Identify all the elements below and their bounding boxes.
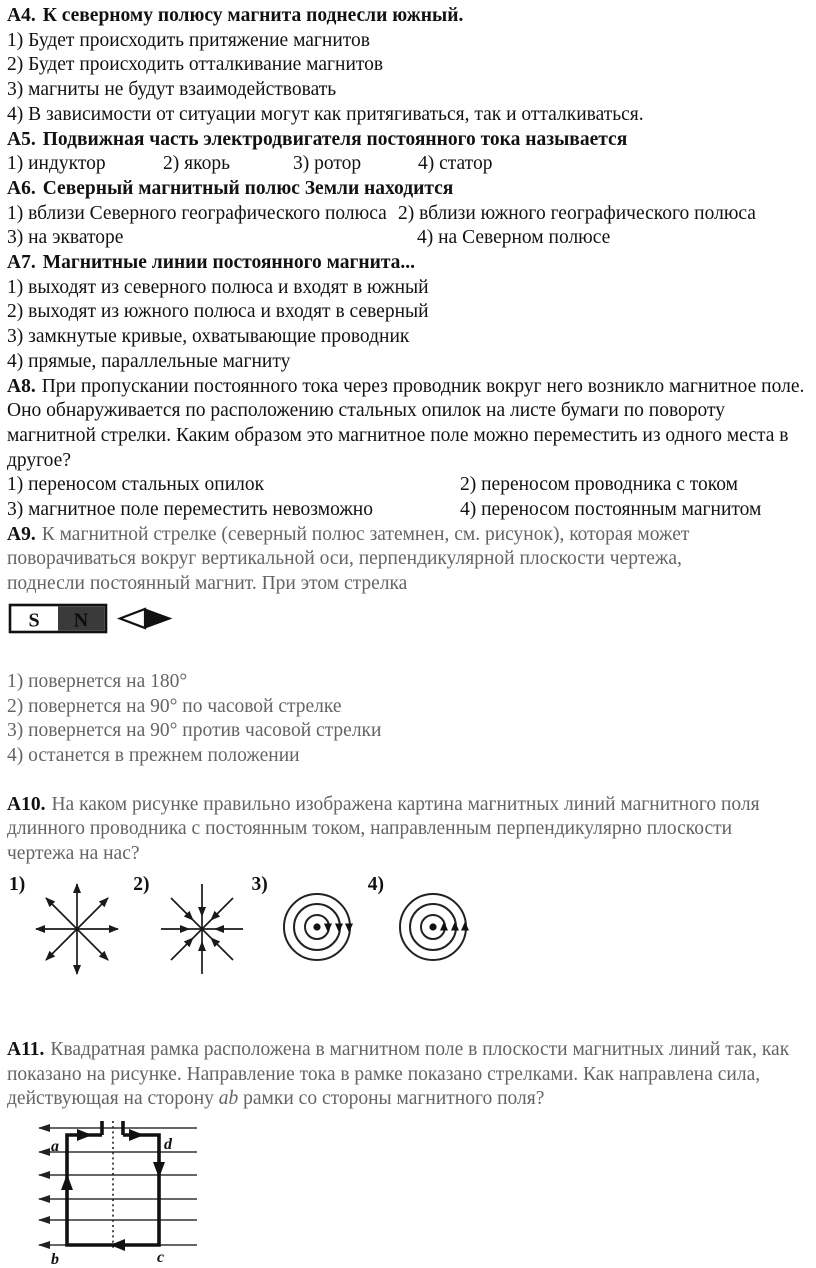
a10-diagram-4 [368, 874, 477, 971]
question-a10-id: А10. [7, 793, 46, 815]
question-a8-text [7, 375, 812, 474]
question-a6-option-1: 1) вблизи Северного географического полюса [7, 202, 387, 224]
question-a7-option-3: 3) замкнутые кривые, охватывающие проводник [7, 326, 410, 348]
question-a9-options [7, 670, 812, 769]
question-a9 [7, 523, 812, 769]
question-a5-id: А5. [7, 128, 36, 150]
counterclockwise-arrowheads [440, 921, 469, 930]
question-a4-option-3: 3) магниты не будут взаимодействовать [7, 79, 337, 101]
a10-diagram-3-circles-clockwise [273, 883, 361, 971]
question-a10-text [7, 793, 797, 867]
question-a5-options [7, 152, 812, 177]
question-a4-title [7, 4, 812, 29]
question-a7-option-2: 2) выходят из южного полюса и входят в северный [7, 301, 429, 323]
question-a8 [7, 375, 812, 523]
question-a11-text-after: рамки со стороны магнитного поля? [238, 1088, 545, 1110]
a10-diagram-4-circles-counterclockwise [389, 883, 477, 971]
corner-label-a: a [51, 1137, 59, 1155]
question-a5-option-3: 3) ротор [293, 153, 362, 175]
current-dot [429, 923, 436, 930]
a10-diagram-1-label: 1) [9, 873, 26, 895]
question-a4 [7, 4, 812, 128]
question-a7 [7, 251, 812, 375]
question-a4-option-1: 1) Будет происходить притяжение магнитов [7, 29, 371, 51]
question-a6-option-3: 3) на экваторе [7, 227, 124, 249]
question-a4-id: А4. [7, 5, 36, 26]
a10-diagram-2-label: 2) [133, 873, 150, 895]
question-a7-title [7, 251, 812, 276]
magnet-north-label: N [73, 609, 89, 632]
question-a11-id: А11. [7, 1038, 45, 1060]
a10-diagram-1 [9, 874, 125, 984]
needle-south-half [120, 609, 145, 628]
question-a4-option-2: 2) Будет происходить отталкивание магнитов [7, 54, 384, 76]
corner-label-b: b [51, 1250, 59, 1268]
radial-in-arrows [161, 884, 243, 974]
question-a4-title-text: К северному полюсу магнита поднесли южный. [42, 5, 464, 26]
question-a9-id: А9. [7, 523, 36, 545]
question-a8-id: А8. [7, 375, 36, 397]
question-a6-options-row1 [7, 202, 812, 227]
question-a9-text [7, 523, 733, 597]
question-a11-text-before: Квадратная рамка расположена в магнитном поле в плоскости магнитных линий так, как показано на рисунке. Направление тока в рамке показано стрелками. Как направлена сила, действующая на сторону [7, 1038, 790, 1110]
needle-north-half [145, 609, 171, 628]
current-dot [313, 923, 320, 930]
question-a8-text-body: При пропускании постоянного тока через проводник вокруг него возникло магнитное поле. Оно обнаруживается по расположению стальных опилок на листе бумаги по повороту магнитной стрелки. Каким образом это магнитное поле можно переместить из одного места в другое? [7, 375, 805, 471]
question-a6-id: А6. [7, 177, 36, 199]
question-a6-options-row2 [7, 226, 812, 251]
a10-diagram-2 [133, 874, 249, 984]
question-a8-option-2: 2) переносом проводника с током [460, 474, 738, 496]
question-a9-option-4: 4) останется в прежнем положении [7, 744, 300, 766]
question-a6-option-2: 2) вблизи южного географического полюса [398, 202, 756, 224]
question-a6 [7, 177, 812, 251]
question-a4-option-4: 4) В зависимости от ситуации могут как притягиваться, так и отталкиваться. [7, 103, 644, 125]
question-a11-side-label: ab [218, 1088, 239, 1110]
question-a8-option-3: 3) магнитное поле переместить невозможно [7, 499, 373, 521]
question-a5-title-text: Подвижная часть электродвигателя постоянного тока называется [42, 128, 628, 150]
a10-diagram-3-label: 3) [251, 873, 268, 895]
question-a9-option-1: 1) повернется на 180° [7, 670, 188, 692]
a10-diagram-3 [252, 874, 361, 971]
question-a6-option-4: 4) на Северном полюсе [417, 227, 611, 249]
question-a5-option-2: 2) якорь [163, 153, 230, 175]
question-a9-option-2: 2) повернется на 90° по часовой стрелке [7, 695, 342, 717]
corner-label-d: d [164, 1135, 172, 1153]
a11-frame-figure [7, 1118, 207, 1268]
a10-figure-row [9, 874, 812, 984]
question-a5-option-1: 1) индуктор [7, 153, 106, 175]
question-a8-options-row2 [7, 498, 812, 523]
question-a7-option-4: 4) прямые, параллельные магниту [7, 350, 291, 372]
radial-out-arrows [36, 884, 118, 974]
question-a5 [7, 128, 812, 177]
question-a7-option-1: 1) выходят из северного полюса и входят в южный [7, 276, 429, 298]
magnet-south-label: S [28, 609, 40, 632]
corner-label-c: c [157, 1248, 165, 1266]
question-a8-options-row1 [7, 473, 812, 498]
a9-magnet-figure [8, 601, 178, 639]
a10-diagram-2-radial-in [155, 874, 250, 984]
question-a5-option-4: 4) статор [418, 153, 493, 175]
a10-diagram-4-label: 4) [367, 873, 384, 895]
question-a10 [7, 793, 812, 984]
question-a11 [7, 1038, 812, 1268]
question-a9-text-body: К магнитной стрелке (северный полюс затемнен, см. рисунок), которая может поворачиваться вокруг вертикальной оси, перпендикулярной плоскости чертежа, поднесли постоянный магнит. При этом стрелка [7, 523, 690, 595]
question-a5-title [7, 128, 812, 153]
question-a10-text-body: На каком рисунке правильно изображена картина магнитных линий магнитного поля длинного проводника с постоянным током, направленным перпендикулярно плоскости чертежа на нас? [7, 793, 760, 865]
question-a6-title [7, 177, 812, 202]
a10-diagram-1-radial-out [30, 874, 125, 984]
question-a11-text [7, 1038, 812, 1112]
corner-labels [51, 1136, 173, 1268]
question-a9-option-3: 3) повернется на 90° против часовой стрелки [7, 720, 382, 742]
question-a6-title-text: Северный магнитный полюс Земли находится [42, 177, 454, 199]
question-a7-id: А7. [7, 252, 36, 274]
question-a8-option-4: 4) переносом постоянным магнитом [460, 499, 762, 521]
clockwise-arrowheads [324, 923, 353, 932]
question-a7-title-text: Магнитные линии постоянного магнита... [42, 252, 416, 274]
question-a8-option-1: 1) переносом стальных опилок [7, 474, 265, 496]
